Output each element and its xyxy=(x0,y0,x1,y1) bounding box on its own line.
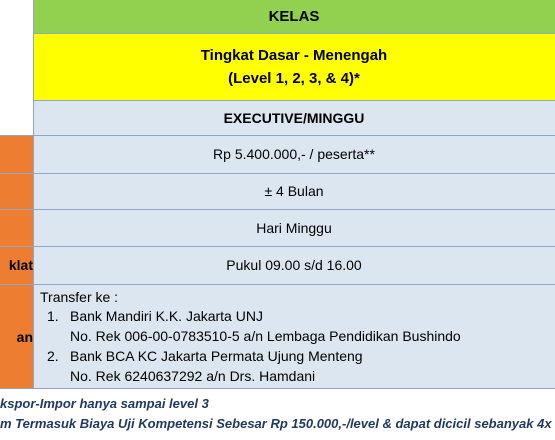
duration-value: ± 4 Bulan xyxy=(33,173,555,209)
grid-line xyxy=(33,0,34,389)
payment-item-2-account: No. Rek 6240637292 a/n Drs. Hamdani xyxy=(70,368,316,384)
footnote-level: kspor-Impor hanya sampai level 3 xyxy=(0,396,209,411)
payment-details xyxy=(33,284,555,389)
grid-line xyxy=(33,33,555,34)
grid-line xyxy=(0,209,555,210)
payment-item-1-number: 1. xyxy=(47,308,59,324)
grid-line xyxy=(0,135,555,136)
payment-item-2-bank: Bank BCA KC Jakarta Permata Ujung Menteng xyxy=(70,348,363,364)
payment-item-1-account: No. Rek 006-00-0783510-5 a/n Lembaga Pendidikan Bushindo xyxy=(70,328,461,344)
day-value: Hari Minggu xyxy=(33,209,555,246)
label-price xyxy=(0,135,33,173)
payment-intro: Transfer ke : xyxy=(40,289,119,305)
level-subtitle: (Level 1, 2, 3, & 4)* xyxy=(228,70,360,87)
time-value: Pukul 09.00 s/d 16.00 xyxy=(33,246,555,284)
program-header: EXECUTIVE/MINGGU xyxy=(33,100,555,135)
grid-line xyxy=(33,100,555,101)
level-title: Tingkat Dasar - Menengah xyxy=(200,47,388,64)
grid-line xyxy=(0,246,555,247)
grid-line xyxy=(0,284,555,285)
label-payment: an xyxy=(0,284,33,389)
label-time: klat xyxy=(0,246,33,284)
label-day xyxy=(0,209,33,246)
kelas-header: KELAS xyxy=(33,0,555,33)
grid-line xyxy=(0,388,555,389)
footnote-fee: m Termasuk Biaya Uji Kompetensi Sebesar Rp 150.000,-/level & dapat dicicil sebanyak 4x xyxy=(0,416,552,431)
price-value: Rp 5.400.000,- / peserta** xyxy=(33,135,555,173)
label-duration xyxy=(0,173,33,209)
payment-item-2-number: 2. xyxy=(47,348,59,364)
payment-item-1-bank: Bank Mandiri K.K. Jakarta UNJ xyxy=(70,308,263,324)
grid-line xyxy=(0,173,555,174)
level-header xyxy=(33,33,555,100)
